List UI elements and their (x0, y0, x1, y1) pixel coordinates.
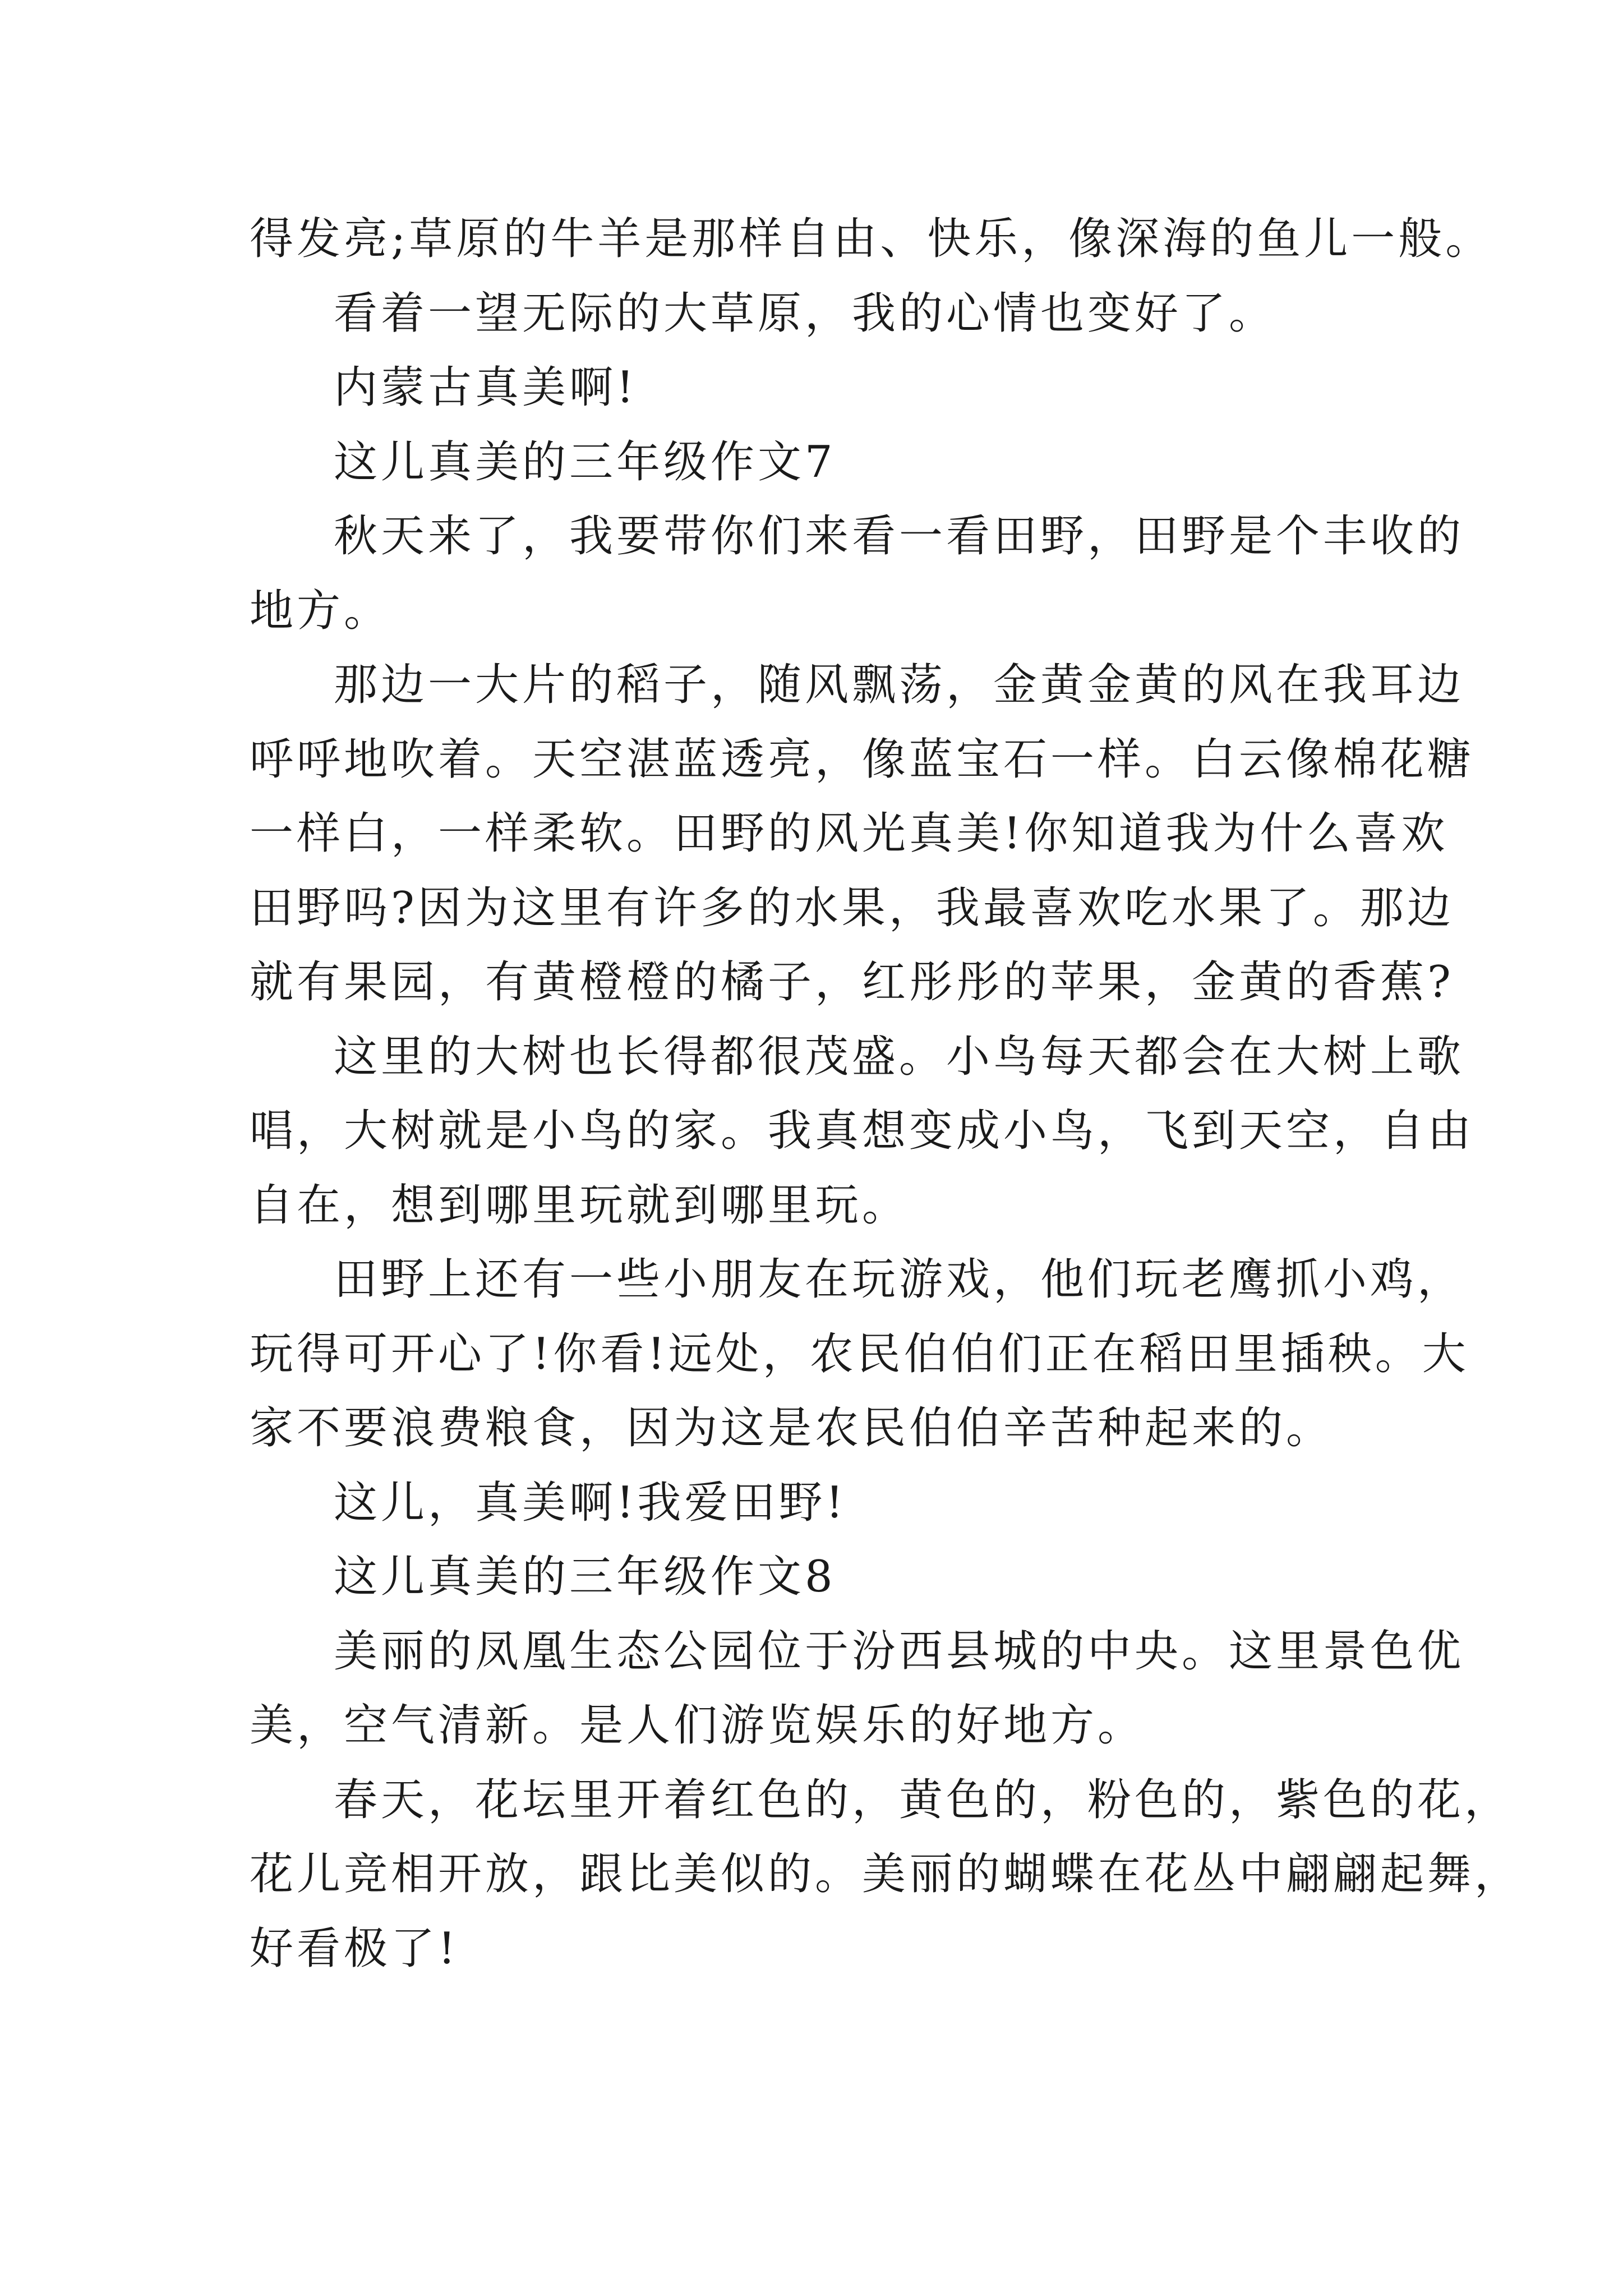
text-line: 美，空气清新。是人们游览娱乐的好地方。 (250, 1700, 1145, 1751)
text-line: 田野上还有一些小朋友在玩游戏，他们玩老鹰抓小鸡， (334, 1254, 1465, 1305)
text-line: 家不要浪费粮食，因为这是农民伯伯辛苦种起来的。 (250, 1403, 1334, 1453)
text-line: 就有果园，有黄橙橙的橘子，红彤彤的苹果，金黄的香蕉? (250, 957, 1454, 1007)
section-heading: 这儿真美的三年级作文7 (334, 436, 836, 487)
text-line: 唱，大树就是小鸟的家。我真想变成小鸟，飞到天空，自由 (250, 1106, 1475, 1156)
document-body (250, 202, 1522, 1986)
text-line: 这儿，真美啊!我爱田野! (334, 1477, 847, 1528)
text-line: 地方。 (250, 585, 391, 636)
text-line: 好看极了! (250, 1923, 459, 1974)
text-line: 内蒙古真美啊! (334, 362, 638, 413)
text-line: 这里的大树也长得都很茂盛。小鸟每天都会在大树上歌 (334, 1031, 1465, 1082)
text-line: 秋天来了，我要带你们来看一看田野，田野是个丰收的 (334, 511, 1465, 562)
text-line: 花儿竞相开放，跟比美似的。美丽的蝴蝶在花丛中翩翩起舞， (250, 1849, 1522, 1899)
section-heading: 这儿真美的三年级作文8 (334, 1552, 836, 1602)
text-line: 看着一望无际的大草原，我的心情也变好了。 (334, 288, 1276, 339)
text-line: 田野吗?因为这里有许多的水果，我最喜欢吃水果了。那边 (250, 882, 1454, 933)
text-line: 自在，想到哪里玩就到哪里玩。 (250, 1180, 910, 1231)
text-line: 春天，花坛里开着红色的，黄色的，粉色的，紫色的花， (334, 1774, 1512, 1825)
text-line: 美丽的凤凰生态公园位于汾西县城的中央。这里景色优 (334, 1626, 1465, 1677)
text-line: 玩得可开心了!你看!远处，农民伯伯们正在稻田里插秧。大 (250, 1328, 1469, 1379)
text-line: 呼呼地吹着。天空湛蓝透亮，像蓝宝石一样。白云像棉花糖 (250, 734, 1475, 785)
text-line: 得发亮;草原的牛羊是那样自由、快乐，像深海的鱼儿一般。 (250, 214, 1493, 264)
text-line: 一样白，一样柔软。田野的风光真美!你知道我为什么喜欢 (250, 808, 1449, 859)
text-line: 那边一大片的稻子，随风飘荡，金黄金黄的风在我耳边 (334, 660, 1465, 710)
